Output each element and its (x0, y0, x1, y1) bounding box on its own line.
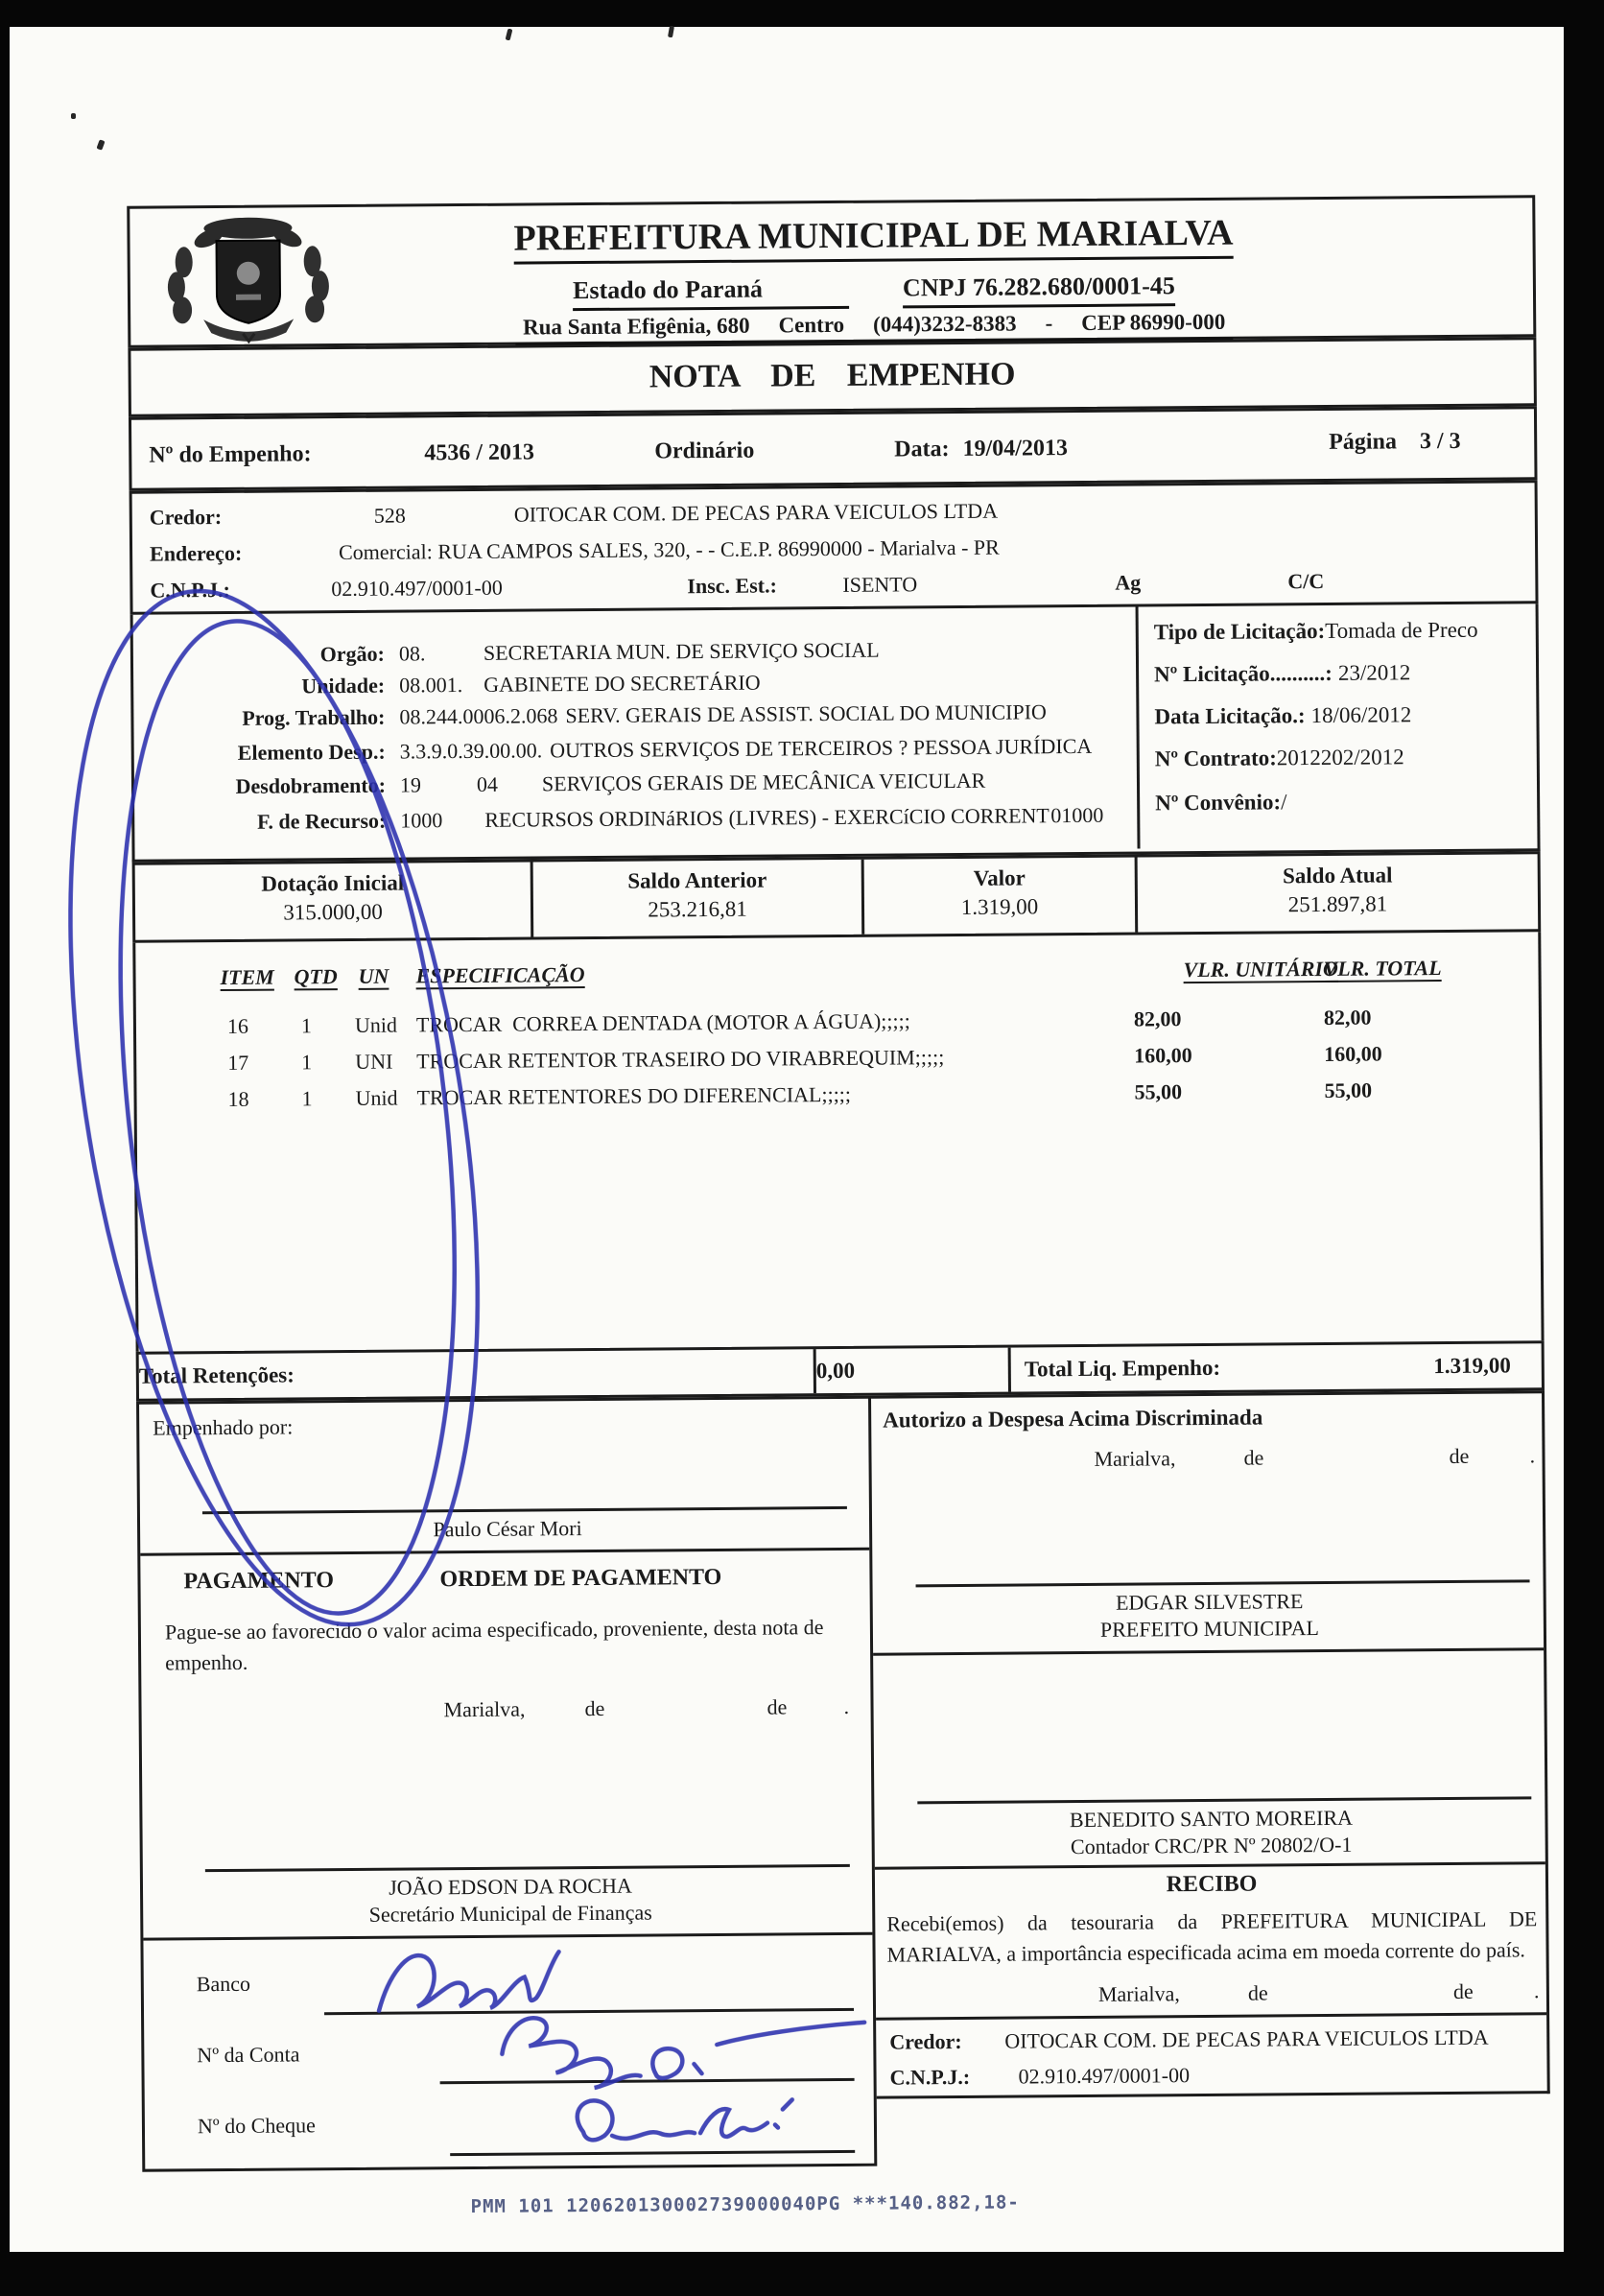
cheque-line (450, 2150, 855, 2156)
item-vlr-total: 160,00 (1324, 1041, 1382, 1066)
secretario-nome: JOÃO EDSON DA ROCHA (389, 1873, 632, 1900)
signature-line (917, 1796, 1531, 1804)
contador-nome: BENEDITO SANTO MOREIRA (1069, 1805, 1354, 1833)
pagamento-titulo: PAGAMENTO (183, 1568, 335, 1595)
ponto: . (843, 1693, 850, 1718)
item-num: 16 (226, 1013, 249, 1038)
recurso-codigo: 1000 (400, 808, 443, 833)
secretario-cargo: Secretário Municipal de Finanças (368, 1900, 652, 1927)
unidade-label: Unidade: (301, 673, 386, 698)
desdobramento-row (134, 768, 1132, 800)
col-vlr-unitario: VLR. UNITÁRIO (1183, 956, 1338, 982)
desdobramento-label: Desdobramento: (235, 772, 387, 798)
data-licitacao-label: Data Licitação.: (1154, 703, 1306, 729)
banco-label: Banco (196, 1971, 251, 1997)
header-box (127, 195, 1536, 348)
doc-title: NOTA DE EMPENHO (649, 356, 1016, 395)
scan-speck (71, 113, 76, 119)
de: de (1452, 1978, 1474, 2003)
recurso-extra: 01000 (1050, 802, 1104, 828)
prefeito-nome: EDGAR SILVESTRE (1115, 1589, 1304, 1615)
item-vlr-total: 55,00 (1324, 1077, 1373, 1102)
ponto: . (1529, 1443, 1536, 1468)
item-num: 17 (227, 1050, 249, 1075)
col-item: ITEM (220, 964, 274, 990)
data-licitacao-valor: 18/06/2012 (1310, 702, 1412, 728)
cheque-label: Nº do Cheque (197, 2113, 316, 2139)
divider (143, 1932, 872, 1941)
empenho-numero: 4536 / 2013 (424, 439, 535, 466)
saldo-atual-label: Saldo Atual (1282, 863, 1393, 888)
saldo-atual-valor: 251.897,81 (1287, 891, 1388, 917)
prog-trabalho-row (133, 699, 1131, 732)
elemento-desp-row (134, 734, 1132, 767)
item-qtd: 1 (301, 1050, 313, 1075)
pagamento-texto: Pague-se ao favorecido o valor acima especificado, proveniente, desta nota de empenho. (164, 1615, 824, 1675)
empenhado-por-label: Empenhado por: (153, 1414, 294, 1440)
endereco-label: Endereço: (149, 540, 243, 566)
item-un: UNI (355, 1049, 393, 1074)
total-liq-valor: 1.319,00 (1433, 1353, 1511, 1379)
data-label: Data: (894, 437, 950, 462)
orgao-label: Orgão: (319, 641, 386, 667)
divider (140, 1548, 869, 1556)
item-num: 18 (227, 1086, 249, 1111)
left-column (136, 1396, 877, 2172)
recurso-desc: RECURSOS ORDINáRIOS (LIVRES) - EXERCíCIO CORRENT (484, 803, 1050, 832)
prog-trabalho-desc: SERV. GERAIS DE ASSIST. SOCIAL DO MUNICIPIO (565, 699, 1047, 728)
pagina-label: Página (1329, 429, 1397, 455)
conta-line (440, 2078, 855, 2084)
recibo-titulo: RECIBO (1166, 1871, 1258, 1898)
items-table (132, 932, 1544, 1352)
cnpj-header: CNPJ 76.282.680/0001-45 (903, 272, 1175, 308)
contrato-valor: 2012202/2012 (1276, 745, 1404, 770)
total-retencoes-valor: 0,00 (814, 1348, 1008, 1394)
divider (876, 2012, 1546, 2020)
banco-line (324, 2008, 854, 2015)
tipo-licitacao-label: Tipo de Licitação: (1153, 618, 1326, 645)
convenio-label: Nº Convênio: (1155, 790, 1282, 816)
convenio-valor: / (1280, 790, 1287, 815)
item-vlr-unitario: 55,00 (1134, 1079, 1183, 1104)
item-vlr-unitario: 160,00 (1134, 1043, 1192, 1068)
divider (873, 1647, 1544, 1655)
num-licitacao-valor: 23/2012 (1337, 660, 1411, 685)
credor-label: Credor: (149, 504, 223, 530)
unidade-codigo: 08.001. (399, 673, 463, 698)
doc-title-bar (128, 337, 1537, 417)
desdobramento-desc: SERVIÇOS GERAIS DE MECÂNICA VEICULAR (541, 768, 986, 796)
local-data: Marialva, (1094, 1446, 1176, 1471)
empenho-row (129, 406, 1538, 491)
empenho-tipo: Ordinário (654, 438, 755, 464)
de: de (1243, 1445, 1264, 1470)
phone: (044)3232-8383 (872, 311, 1017, 337)
valor-label: Valor (973, 865, 1026, 890)
recibo-credor-label: Credor: (889, 2028, 962, 2054)
insc-valor: ISENTO (842, 572, 918, 597)
empenhado-nome: Paulo César Mori (433, 1516, 582, 1542)
de: de (767, 1694, 788, 1719)
item-vlr-unitario: 82,00 (1133, 1006, 1182, 1031)
dotacao-inicial-label: Dotação Inicial (261, 870, 405, 896)
recurso-label: F. de Recurso: (256, 808, 387, 834)
ag-label: Ag (1115, 570, 1142, 595)
col-un: UN (358, 963, 389, 988)
col-vlr-total: VLR. TOTAL (1323, 956, 1442, 981)
item-espec: TROCAR CORREA DENTADA (MOTOR A ÁGUA);;;;; (415, 1008, 910, 1037)
signature-line (205, 1864, 850, 1872)
contador-cargo: Contador CRC/PR Nº 20802/O-1 (1070, 1832, 1353, 1859)
local-data: Marialva, (443, 1696, 526, 1722)
item-un: Unid (355, 1085, 398, 1110)
item-espec: TROCAR RETENTOR TRASEIRO DO VIRABREQUIM;;;;; (416, 1045, 945, 1074)
ponto: . (1533, 1978, 1540, 2003)
conta-label: Nº da Conta (197, 2042, 300, 2068)
item-espec: TROCAR RETENTORES DO DIFERENCIAL;;;;; (416, 1081, 852, 1110)
num-licitacao-label: Nº Licitação..........: (1154, 660, 1333, 687)
desdobramento-codigo2: 04 (476, 771, 499, 796)
cc-label: C/C (1287, 568, 1325, 594)
item-row (136, 1004, 1545, 1044)
item-vlr-total: 82,00 (1323, 1005, 1372, 1030)
elemento-desp-desc: OUTROS SERVIÇOS DE TERCEIROS ? PESSOA JURÍDICA (550, 733, 1093, 763)
signature-line (916, 1579, 1530, 1587)
prog-trabalho-codigo: 08.244.0006.2.068 (399, 703, 558, 729)
orgao-row (133, 636, 1131, 669)
prefeitura-title: PREFEITURA MUNICIPAL DE MARIALVA (513, 213, 1233, 265)
pagina-valor: 3 / 3 (1419, 428, 1461, 455)
credor-nome: OITOCAR COM. DE PECAS PARA VEICULOS LTDA (513, 498, 999, 527)
saldo-anterior-valor: 253.216,81 (648, 896, 747, 922)
item-row (136, 1077, 1545, 1117)
licitacao-box (1136, 604, 1541, 848)
elemento-desp-codigo: 3.3.9.0.39.00.00. (399, 738, 543, 764)
de: de (1449, 1443, 1470, 1468)
data-valor: 19/04/2013 (962, 436, 1069, 462)
dot-matrix-code: PMM 101 120620130002739000040PG ***140.882,18- (470, 2191, 1020, 2218)
desdobramento-codigo: 19 (399, 772, 422, 797)
unidade-row (133, 668, 1131, 700)
prog-trabalho-label: Prog. Trabalho: (242, 704, 386, 730)
de: de (584, 1695, 605, 1721)
autorizo-titulo: Autorizo a Despesa Acima Discriminada (883, 1405, 1263, 1432)
cnpj-valor: 02.910.497/0001-00 (331, 575, 503, 602)
item-un: Unid (354, 1012, 398, 1037)
endereco-valor: Comercial: RUA CAMPOS SALES, 320, - - C.E.P. 86990000 - Marialva - PR (338, 534, 1000, 565)
right-column (871, 1390, 1550, 2098)
saldo-anterior-label: Saldo Anterior (627, 867, 767, 893)
dash: - (1045, 311, 1053, 336)
col-qtd: QTD (294, 964, 338, 989)
contrato-label: Nº Contrato: (1154, 746, 1277, 771)
orgao-desc: SECRETARIA MUN. DE SERVIÇO SOCIAL (483, 637, 880, 665)
credor-codigo: 528 (373, 503, 406, 528)
signature-line (202, 1506, 847, 1514)
saldos-row (132, 851, 1542, 943)
dotacao-inicial-valor: 315.000,00 (283, 899, 383, 925)
address: Rua Santa Efigênia, 680 (522, 313, 750, 340)
recibo-credor-nome: OITOCAR COM. DE PECAS PARA VEICULOS LTDA (1004, 2024, 1489, 2053)
budget-section (130, 604, 1541, 863)
unidade-desc: GABINETE DO SECRETÁRIO (484, 670, 761, 697)
elemento-desp-label: Elemento Desp.: (237, 739, 386, 765)
divider (875, 1861, 1545, 1869)
tipo-licitacao-valor: Tomada de Preco (1325, 617, 1478, 643)
recibo-cnpj-label: C.N.P.J.: (889, 2064, 971, 2090)
total-liq-label: Total Liq. Empenho: (1024, 1355, 1221, 1382)
recibo-texto: Recebi(emos) da tesouraria da PREFEITURA MUNICIPAL DE MARIALVA, a importância especificada acima em moeda corrente do país. (886, 1906, 1538, 1967)
recurso-row (134, 803, 1132, 836)
cep: CEP 86990-000 (1081, 309, 1226, 335)
insc-label: Insc. Est.: (687, 573, 777, 599)
item-row (136, 1040, 1545, 1080)
cnpj-label: C.N.P.J.: (150, 577, 231, 603)
orgao-codigo: 08. (398, 641, 426, 666)
state-label: Estado do Paraná (573, 274, 849, 311)
item-qtd: 1 (301, 1086, 313, 1111)
item-qtd: 1 (300, 1013, 313, 1038)
ordem-pagamento-titulo: ORDEM DE PAGAMENTO (439, 1564, 722, 1593)
col-especificacao: ESPECIFICAÇÃO (415, 962, 585, 988)
recibo-cnpj-valor: 02.910.497/0001-00 (1018, 2063, 1191, 2089)
prefeito-cargo: PREFEITO MUNICIPAL (1099, 1616, 1319, 1642)
valor-valor: 1.319,00 (960, 894, 1039, 919)
local-data: Marialva, (1097, 1981, 1180, 2006)
district: Centro (778, 312, 845, 338)
total-retencoes-label: Total Retenções: (138, 1362, 295, 1388)
de: de (1247, 1980, 1268, 2005)
empenho-label: Nº do Empenho: (149, 441, 312, 468)
credor-box (130, 480, 1539, 615)
